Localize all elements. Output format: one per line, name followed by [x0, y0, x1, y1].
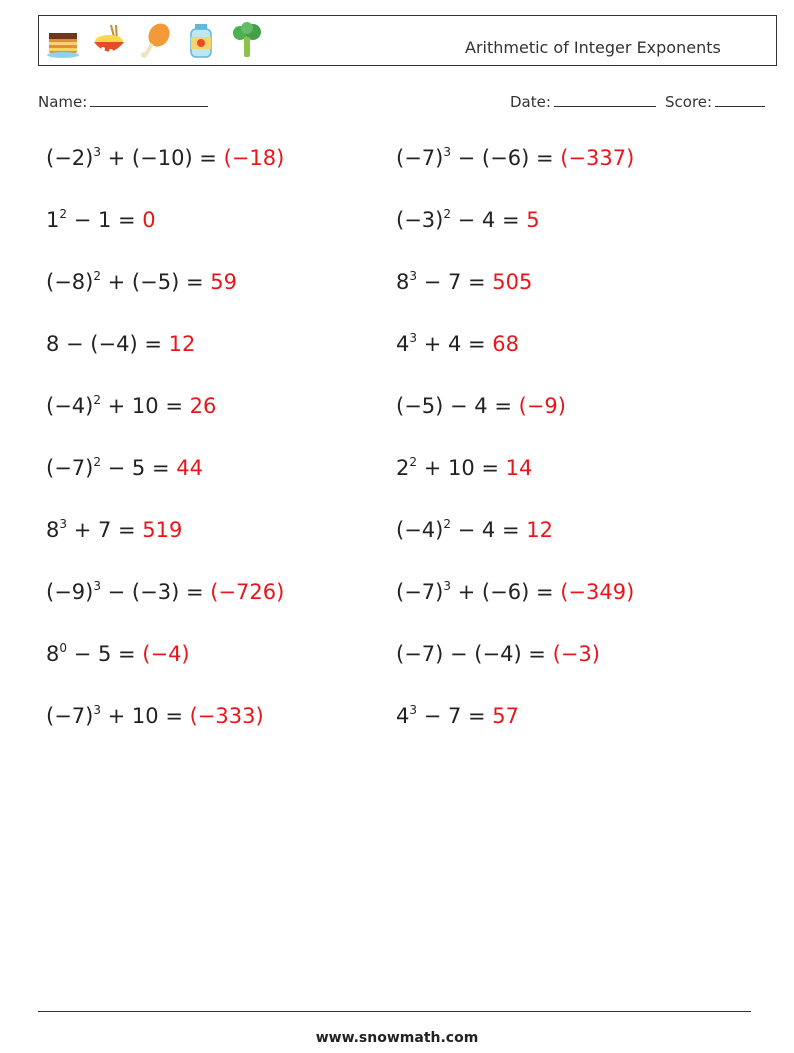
problem-item [46, 332, 195, 356]
score-field [665, 92, 765, 111]
problem-item [396, 456, 532, 480]
problem-rest: − (−3) = [100, 580, 211, 604]
score-blank [715, 92, 765, 107]
problem-item [46, 456, 203, 480]
broccoli-icon [229, 21, 265, 61]
problem-rest: + (−10) = [100, 146, 224, 170]
problem-base: (−7) [46, 704, 94, 728]
problem-rest: − 7 = [417, 704, 493, 728]
problem-rest: + 7 = [67, 518, 143, 542]
problem-base: (−4) [46, 394, 94, 418]
score-label: Score: [665, 93, 713, 111]
problem-answer: (−349) [560, 580, 635, 604]
problem-answer: 59 [210, 270, 237, 294]
date-blank [554, 92, 656, 107]
problem-answer: 519 [142, 518, 183, 542]
problem-exponent: 3 [93, 145, 101, 159]
name-label: Name: [38, 93, 88, 111]
problem-rest: − 4 = [450, 208, 527, 232]
problem-item [396, 146, 634, 170]
problem-answer: 505 [492, 270, 533, 294]
problem-exponent: 3 [443, 145, 451, 159]
problem-answer: 5 [526, 208, 540, 232]
problem-answer: (−726) [210, 580, 285, 604]
problem-base: 1 [46, 208, 60, 232]
date-label: Date: [510, 93, 551, 111]
problem-answer: (−9) [518, 394, 566, 418]
chicken-leg-icon [137, 21, 173, 61]
problem-item [46, 580, 284, 604]
name-field [38, 92, 208, 111]
problem-answer: 12 [526, 518, 553, 542]
problem-answer: (−18) [223, 146, 285, 170]
problem-rest: + 4 = [417, 332, 493, 356]
problem-base: (−7) [396, 580, 444, 604]
problem-item [396, 208, 540, 232]
problem-exponent: 3 [409, 331, 418, 345]
problem-answer: 14 [505, 456, 533, 480]
footer-url: www.snowmath.com [315, 1030, 479, 1046]
problem-base: 8 [46, 518, 60, 542]
problem-base: 8 − (−4) = [46, 332, 169, 356]
problem-exponent: 3 [409, 703, 418, 717]
problem-base: 2 [396, 456, 410, 480]
rice-bowl-icon [91, 21, 127, 61]
problem-item [46, 394, 216, 418]
problem-item [396, 332, 519, 356]
problem-rest: + (−6) = [450, 580, 561, 604]
problem-item [46, 642, 190, 666]
problem-base: 8 [46, 642, 60, 666]
problem-item [396, 642, 600, 666]
problem-base: (−7) [396, 146, 444, 170]
worksheet-title: Arithmetic of Integer Exponents [465, 38, 721, 57]
problem-item [396, 270, 532, 294]
problem-item [396, 394, 566, 418]
problem-exponent: 3 [93, 703, 101, 717]
problem-answer: 0 [142, 208, 156, 232]
problem-exponent: 2 [443, 207, 451, 221]
problem-exponent: 2 [59, 207, 68, 221]
problem-exponent: 2 [93, 455, 101, 469]
problem-item [46, 518, 182, 542]
problem-exponent: 3 [443, 579, 451, 593]
problem-item [46, 704, 264, 728]
problem-base: (−4) [396, 518, 444, 542]
problem-rest: − 1 = [67, 208, 143, 232]
problem-base: (−7) − (−4) = [396, 642, 553, 666]
problem-item [46, 146, 284, 170]
problem-item [396, 518, 553, 542]
problem-rest: + (−5) = [100, 270, 211, 294]
problem-answer: 57 [492, 704, 520, 728]
problem-base: (−9) [46, 580, 94, 604]
problem-base: (−8) [46, 270, 94, 294]
problem-rest: + 10 = [100, 394, 190, 418]
problem-answer: (−3) [552, 642, 600, 666]
problem-rest: − 5 = [100, 456, 177, 480]
problem-base: 8 [396, 270, 410, 294]
problem-exponent: 0 [59, 641, 68, 655]
problem-answer: (−333) [189, 704, 264, 728]
problem-base: 4 [396, 704, 410, 728]
problem-exponent: 3 [59, 517, 68, 531]
problem-item [46, 270, 237, 294]
problem-base: 4 [396, 332, 410, 356]
problem-rest: − 5 = [67, 642, 143, 666]
problem-exponent: 2 [443, 517, 451, 531]
problem-item [396, 580, 634, 604]
problem-rest: + 10 = [417, 456, 506, 480]
problem-answer: 44 [176, 456, 203, 480]
problem-answer: 68 [492, 332, 520, 356]
problem-base: (−7) [46, 456, 94, 480]
problem-answer: (−337) [560, 146, 635, 170]
problem-rest: − 7 = [417, 270, 493, 294]
problem-exponent: 3 [93, 579, 101, 593]
problem-item [396, 704, 519, 728]
problem-rest: + 10 = [100, 704, 190, 728]
layered-cake-icon [45, 21, 81, 61]
problem-exponent: 2 [93, 269, 101, 283]
problem-rest: − (−6) = [450, 146, 561, 170]
problem-answer: 26 [189, 394, 217, 418]
problem-exponent: 2 [93, 393, 101, 407]
problem-exponent: 2 [409, 455, 418, 469]
name-blank [90, 92, 208, 107]
problem-rest: − 4 = [450, 518, 527, 542]
problem-exponent: 3 [409, 269, 418, 283]
problem-base: (−3) [396, 208, 444, 232]
problem-answer: 12 [168, 332, 196, 356]
date-field [510, 92, 656, 111]
problem-base: (−2) [46, 146, 94, 170]
jam-jar-icon [183, 21, 219, 61]
footer-divider [38, 1011, 751, 1012]
worksheet-header [38, 15, 777, 66]
header-icons [45, 20, 265, 62]
problem-item [46, 208, 156, 232]
problem-answer: (−4) [142, 642, 190, 666]
problem-base: (−5) − 4 = [396, 394, 519, 418]
